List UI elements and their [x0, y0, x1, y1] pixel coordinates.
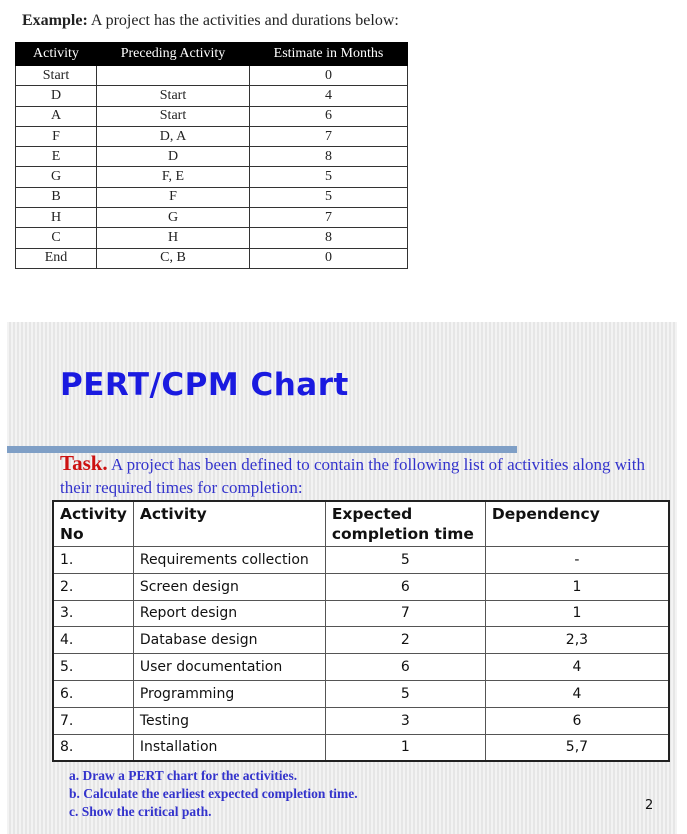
- preceding-cell: F: [97, 187, 250, 207]
- example-table-row: [16, 228, 408, 248]
- activity-no-cell: 8.: [53, 734, 133, 761]
- completion-time-cell: 2: [325, 627, 485, 654]
- activity-no-cell: 1.: [53, 547, 133, 574]
- activity-no-cell: 6.: [53, 680, 133, 707]
- activity-cell: C: [16, 228, 97, 248]
- activity-name-cell: Report design: [133, 600, 325, 627]
- slide-title: PERT/CPM Chart: [60, 367, 349, 403]
- col-activity-no: Activity No: [53, 501, 133, 547]
- task-text: A project has been defined to contain the following list of activities along with their required times for completion:: [60, 455, 645, 497]
- dependency-cell: 6: [485, 707, 669, 734]
- example-table-row: [16, 147, 408, 167]
- preceding-cell: Start: [97, 106, 250, 126]
- preceding-cell: D: [97, 147, 250, 167]
- preceding-cell: [97, 66, 250, 86]
- activity-cell: A: [16, 106, 97, 126]
- completion-time-cell: 3: [325, 707, 485, 734]
- dependency-cell: 1: [485, 573, 669, 600]
- estimate-cell: 4: [250, 86, 408, 106]
- activity-no-cell: 2.: [53, 573, 133, 600]
- activity-name-cell: Testing: [133, 707, 325, 734]
- activity-cell: End: [16, 248, 97, 268]
- completion-time-cell: 5: [325, 680, 485, 707]
- completion-time-cell: 1: [325, 734, 485, 761]
- preceding-cell: Start: [97, 86, 250, 106]
- example-text: A project has the activities and durations below:: [90, 12, 399, 29]
- page-number: 2: [645, 798, 654, 813]
- estimate-cell: 7: [250, 208, 408, 228]
- example-table-row: [16, 106, 408, 126]
- dependency-cell: -: [485, 547, 669, 574]
- preceding-cell: D, A: [97, 126, 250, 146]
- example-table-row: [16, 66, 408, 86]
- example-table-row: [16, 126, 408, 146]
- col-activity: Activity: [16, 43, 97, 66]
- activities-table-row: [53, 707, 669, 734]
- activities-table-row: [53, 600, 669, 627]
- activities-table-header: [53, 501, 669, 547]
- activity-no-cell: 3.: [53, 600, 133, 627]
- activity-cell: D: [16, 86, 97, 106]
- example-table-row: [16, 208, 408, 228]
- question-b: b. Calculate the earliest expected completion time.: [69, 786, 358, 801]
- dependency-cell: 4: [485, 680, 669, 707]
- activity-name-cell: Database design: [133, 627, 325, 654]
- col-preceding: Preceding Activity: [97, 43, 250, 66]
- example-table-header: [16, 43, 408, 66]
- col-completion-time: Expected completion time: [325, 501, 485, 547]
- activity-no-cell: 5.: [53, 654, 133, 681]
- estimate-cell: 0: [250, 248, 408, 268]
- activity-name-cell: Screen design: [133, 573, 325, 600]
- example-label: Example:: [22, 12, 88, 29]
- activity-name-cell: User documentation: [133, 654, 325, 681]
- task-label: Task.: [60, 451, 108, 475]
- completion-time-cell: 7: [325, 600, 485, 627]
- dependency-cell: 1: [485, 600, 669, 627]
- activities-table-row: [53, 654, 669, 681]
- activity-cell: G: [16, 167, 97, 187]
- activity-cell: E: [16, 147, 97, 167]
- dependency-cell: 2,3: [485, 627, 669, 654]
- col-activity-name: Activity: [133, 501, 325, 547]
- example-table-row: [16, 248, 408, 268]
- preceding-cell: H: [97, 228, 250, 248]
- activity-no-cell: 7.: [53, 707, 133, 734]
- estimate-cell: 5: [250, 187, 408, 207]
- dependency-cell: 5,7: [485, 734, 669, 761]
- dependency-cell: 4: [485, 654, 669, 681]
- example-table-row: [16, 86, 408, 106]
- estimate-cell: 0: [250, 66, 408, 86]
- questions: [69, 767, 358, 821]
- example-table-row: [16, 167, 408, 187]
- question-a: a. Draw a PERT chart for the activities.: [69, 768, 298, 783]
- estimate-cell: 8: [250, 147, 408, 167]
- preceding-cell: C, B: [97, 248, 250, 268]
- completion-time-cell: 6: [325, 654, 485, 681]
- activities-table-row: [53, 680, 669, 707]
- estimate-cell: 8: [250, 228, 408, 248]
- question-c: c. Show the critical path.: [69, 804, 212, 819]
- activities-table: [52, 500, 670, 762]
- activity-cell: Start: [16, 66, 97, 86]
- slide: [7, 322, 677, 834]
- task-description: [60, 452, 670, 499]
- col-estimate: Estimate in Months: [250, 43, 408, 66]
- activity-name-cell: Installation: [133, 734, 325, 761]
- completion-time-cell: 6: [325, 573, 485, 600]
- activity-name-cell: Requirements collection: [133, 547, 325, 574]
- example-heading: [22, 12, 399, 30]
- activity-name-cell: Programming: [133, 680, 325, 707]
- col-dependency: Dependency: [485, 501, 669, 547]
- activities-table-row: [53, 573, 669, 600]
- preceding-cell: G: [97, 208, 250, 228]
- activities-table-row: [53, 734, 669, 761]
- preceding-cell: F, E: [97, 167, 250, 187]
- example-table: [15, 42, 408, 269]
- estimate-cell: 7: [250, 126, 408, 146]
- activities-table-row: [53, 627, 669, 654]
- completion-time-cell: 5: [325, 547, 485, 574]
- activity-no-cell: 4.: [53, 627, 133, 654]
- activities-table-row: [53, 547, 669, 574]
- activity-cell: B: [16, 187, 97, 207]
- estimate-cell: 6: [250, 106, 408, 126]
- activity-cell: H: [16, 208, 97, 228]
- estimate-cell: 5: [250, 167, 408, 187]
- activity-cell: F: [16, 126, 97, 146]
- example-table-row: [16, 187, 408, 207]
